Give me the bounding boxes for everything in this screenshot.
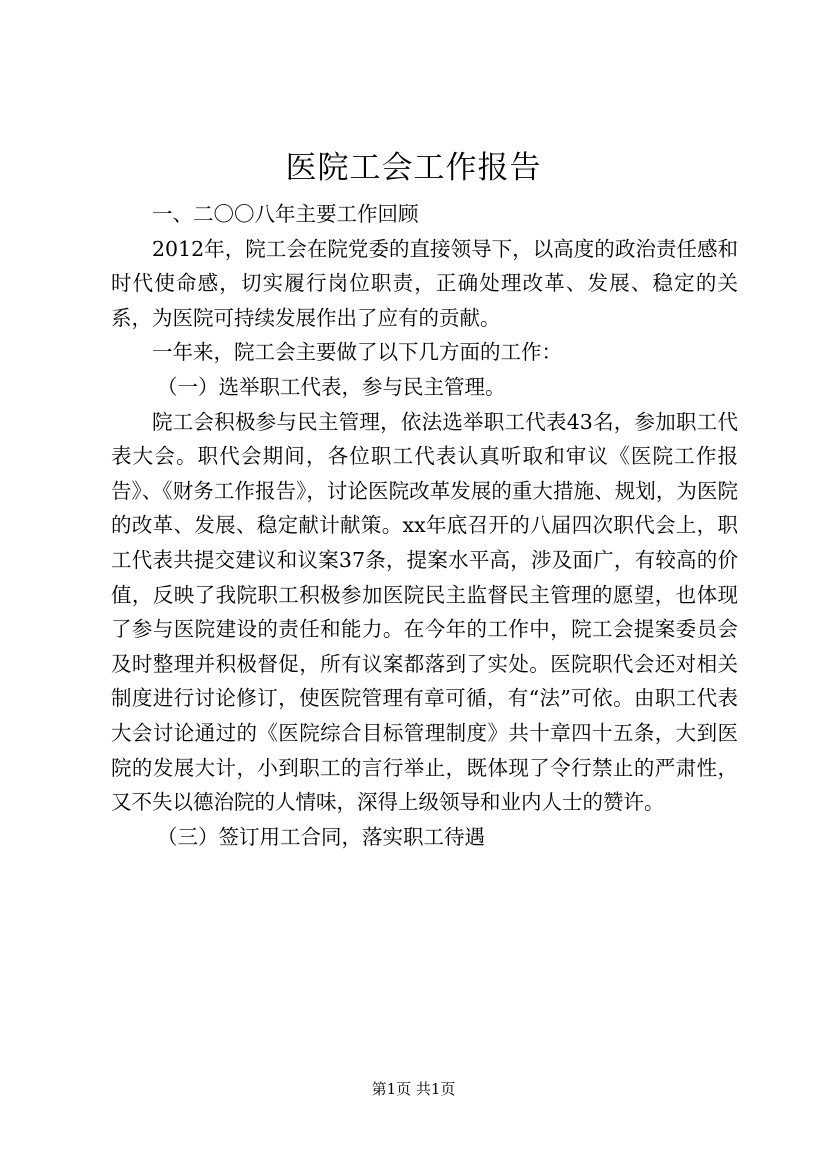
document-title: 医院工会工作报告 <box>285 150 542 186</box>
section-heading: 一、二〇〇八年主要工作回顾 <box>152 202 419 226</box>
paragraph: 2012年，院工会在院党委的直接领导下，以高度的政治责任感和时代使命感，切实履行岗位职责，正确处理改革、发展、稳定的关系，为医院可持续发展作出了应有的贡献。 <box>111 236 738 330</box>
document-body <box>111 197 738 854</box>
paragraph: 一年来，院工会主要做了以下几方面的工作： <box>152 340 562 365</box>
page-footer: 第1页 共1页 <box>371 1080 456 1098</box>
paragraph: 院工会积极参与民主管理，依法选举职工代表43名，参加职工代表大会。职代会期间，各位职工代表认真听取和审议《医院工作报告》、《财务工作报告》，讨论医院改革发展的重大措施、规划，为医院的改革、发展、稳定献计献策。xx年底召开的八届四次职代会上，职工代表共提交建议和议案37条，提案水平高，涉及面广，有较高的价值，反映了我院职工积极参加医院民主监督民主管理的愿望，也体现了参与医院建设的责任和能力。在今年的工作中，院工会提案委员会及时整理并积极督促，所有议案都落到了实处。医院职代会还对相关制度进行讨论修订，使医院管理有章可循，有“法”可依。由职工代表大会讨论通过的《医院综合目标管理制度》共十章四十五条，大到医院的发展大计，小到职工的言行举止，既体现了令行禁止的严肃性，又不失以德治院的人情味，深得上级领导和业内人士的赞许。 <box>111 409 738 815</box>
subsection-heading: （三）签订用工合同，落实职工待遇 <box>157 824 485 849</box>
subsection-heading: （一）选举职工代表，参与民主管理。 <box>157 374 506 399</box>
